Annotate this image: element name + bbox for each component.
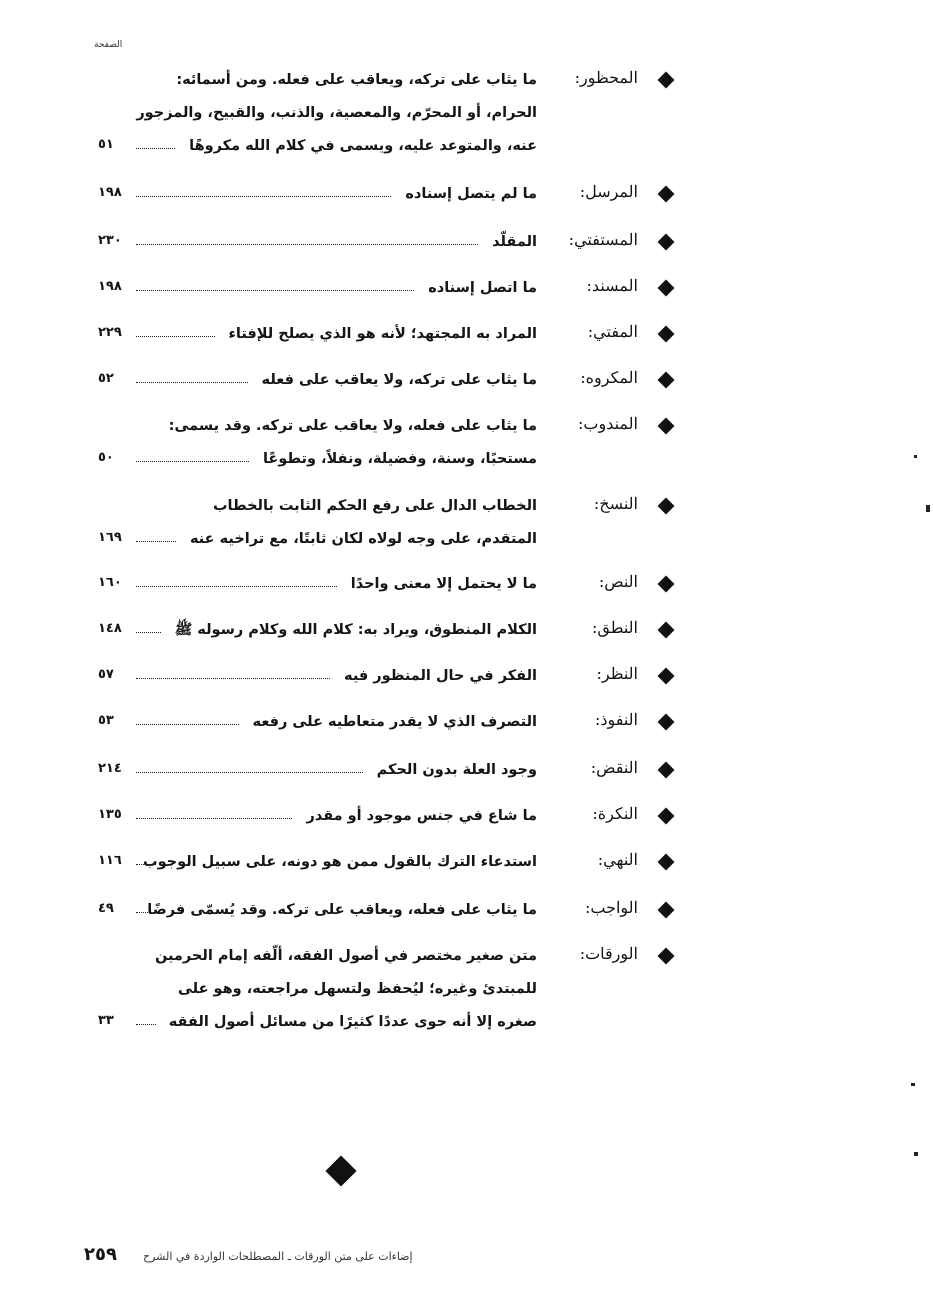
glossary-term: المسند: [586,276,638,295]
glossary-definition [147,800,537,833]
dot-leader [136,818,292,819]
footer-running-title: إضاءات على متن الورقات ـ المصطلحات الواردة في الشرح [143,1250,413,1263]
definition-line: متن صغير مختصر في أصول الفقه، ألّفه إمام الحرمين [154,948,537,964]
definition-line: ما لم يتصل إسناده [405,186,537,202]
page-reference: ١٦٩ [98,530,122,545]
glossary-term: المستفتي: [568,230,638,249]
footer-page-number: ٢٥٩ [84,1244,117,1265]
bullet-diamond-icon [658,72,675,89]
bullet-diamond-icon [658,498,675,515]
definition-line: ما لا يحتمل إلا معنى واحدًا [350,576,537,592]
definition-line: المقلّد [492,234,537,250]
definition-line: الكلام المنطوق، ويراد به: كلام الله وكلام رسوله ﷺ [174,622,537,638]
glossary-term: المندوب: [578,414,638,433]
glossary-term: المفتي: [587,322,638,341]
dot-leader [136,290,414,291]
page-reference: ٢٣٠ [98,233,122,248]
page-reference: ٢١٤ [98,761,122,776]
margin-mark [911,1083,915,1086]
dot-leader [136,336,215,337]
definition-line: ما اتصل إسناده [428,280,537,296]
glossary-definition [147,894,537,927]
dot-leader [136,632,161,633]
page-reference: ١٤٨ [98,621,122,636]
dot-leader [136,382,248,383]
glossary-definition [147,614,537,647]
margin-mark [914,455,917,458]
bullet-diamond-icon [658,280,675,297]
glossary-definition [147,364,537,397]
definition-line: المتقدم، على وجه لولاه لكان ثابتًا، مع تراخيه عنه [189,531,537,547]
bullet-diamond-icon [658,186,675,203]
bullet-diamond-icon [658,854,675,871]
bullet-diamond-icon [658,372,675,389]
definition-line: صغره إلا أنه حوى عددًا كثيرًا من مسائل أصول الفقه [168,1014,537,1030]
glossary-definition [147,568,537,601]
bullet-diamond-icon [658,948,675,965]
page-reference: ٣٣ [98,1013,114,1028]
glossary-definition [143,846,537,879]
glossary-definition [136,64,537,163]
page-reference: ١٩٨ [98,185,122,200]
dot-leader [136,461,249,462]
dot-leader [136,912,156,913]
definition-line: ما يثاب على تركه، ولا يعاقب على فعله [261,372,537,388]
glossary-definition [147,272,537,305]
glossary-definition [147,706,537,739]
definition-line: ما يثاب على فعله، ويعاقب على تركه. وقد يُسمّى فرضًا [147,902,537,918]
dot-leader [136,586,337,587]
glossary-term: النظر: [596,664,638,683]
definition-line: استدعاء الترك بالقول ممن هو دونه، على سبيل الوجوب [143,854,537,870]
glossary-term: المرسل: [579,182,638,201]
page-reference: ٥٧ [98,667,114,682]
definition-line: عنه، والمتوعد عليه، ويسمى في كلام الله مكروهًا [189,138,537,154]
page-reference: ٤٩ [98,901,114,916]
page-reference: ٥٢ [98,371,114,386]
bullet-diamond-icon [658,714,675,731]
bullet-diamond-icon [658,576,675,593]
bullet-diamond-icon [658,326,675,343]
glossary-definition [147,410,537,476]
dot-leader [136,196,391,197]
page-footer [0,1244,933,1274]
dot-leader [136,724,239,725]
glossary-definition [147,226,537,259]
glossary-definition [147,490,537,556]
page-reference: ١١٦ [98,853,122,868]
page-reference: ٥١ [98,137,114,152]
dot-leader [136,772,363,773]
dot-leader [136,244,478,245]
column-header-page: الصفحة [94,40,123,50]
page-reference: ١٩٨ [98,279,122,294]
definition-line: ما يثاب على فعله، ولا يعاقب على تركه. وقد يسمى: [168,418,537,434]
page-reference: ١٣٥ [98,807,122,822]
page-reference: ١٦٠ [98,575,122,590]
definition-line: الخطاب الدال على رفع الحكم الثابت بالخطاب [212,498,537,514]
definition-line: الحرام، أو المحرّم، والمعصية، والذنب، والقبيح، والمزجور [136,105,537,121]
glossary-definition [147,754,537,787]
glossary-term: النكرة: [592,804,638,823]
glossary-definition [147,318,537,351]
bullet-diamond-icon [658,622,675,639]
bullet-diamond-icon [658,234,675,251]
dot-leader [136,678,330,679]
definition-line: ما شاع في جنس موجود أو مقدر [306,808,537,824]
bullet-diamond-icon [658,668,675,685]
glossary-term: النهي: [597,850,638,869]
glossary-term: الواجب: [584,898,638,917]
glossary-definition [147,660,537,693]
bullet-diamond-icon [658,808,675,825]
glossary-definition [147,178,537,211]
glossary-term: النقض: [590,758,638,777]
dot-leader [136,541,176,542]
margin-mark [926,505,930,512]
definition-line: وجود العلة بدون الحكم [376,762,537,778]
glossary-term: النطق: [591,618,638,637]
glossary-term: المكروه: [580,368,638,387]
glossary-term: الورقات: [579,944,638,963]
page-reference: ٥٠ [98,450,114,465]
dot-leader [136,864,156,865]
definition-line: التصرف الذي لا يقدر متعاطيه على رفعه [252,714,537,730]
dot-leader [136,148,175,149]
definition-line: الفكر في حال المنظور فيه [344,668,537,684]
margin-mark [914,1152,918,1156]
glossary-term: المحظور: [574,68,638,87]
dot-leader [136,1024,156,1025]
definition-line: المراد به المجتهد؛ لأنه هو الذي يصلح للإفتاء [228,326,537,342]
bullet-diamond-icon [658,762,675,779]
bullet-diamond-icon [658,902,675,919]
glossary-term: النفوذ: [594,710,638,729]
glossary-term: النص: [598,572,638,591]
definition-line: ما يثاب على تركه، ويعاقب على فعله. ومن أسمائه: [176,72,537,88]
definition-line: للمبتدئ وغيره؛ ليُحفظ ولتسهل مراجعته، وهو على [178,981,537,997]
page-reference: ٢٢٩ [98,325,122,340]
glossary-term: النسخ: [593,494,638,513]
bullet-diamond-icon [658,418,675,435]
page-reference: ٥٣ [98,713,114,728]
definition-line: مستحبًا، وسنة، وفضيلة، ونفلاً، وتطوعًا [262,451,537,467]
glossary-definition [147,940,537,1039]
